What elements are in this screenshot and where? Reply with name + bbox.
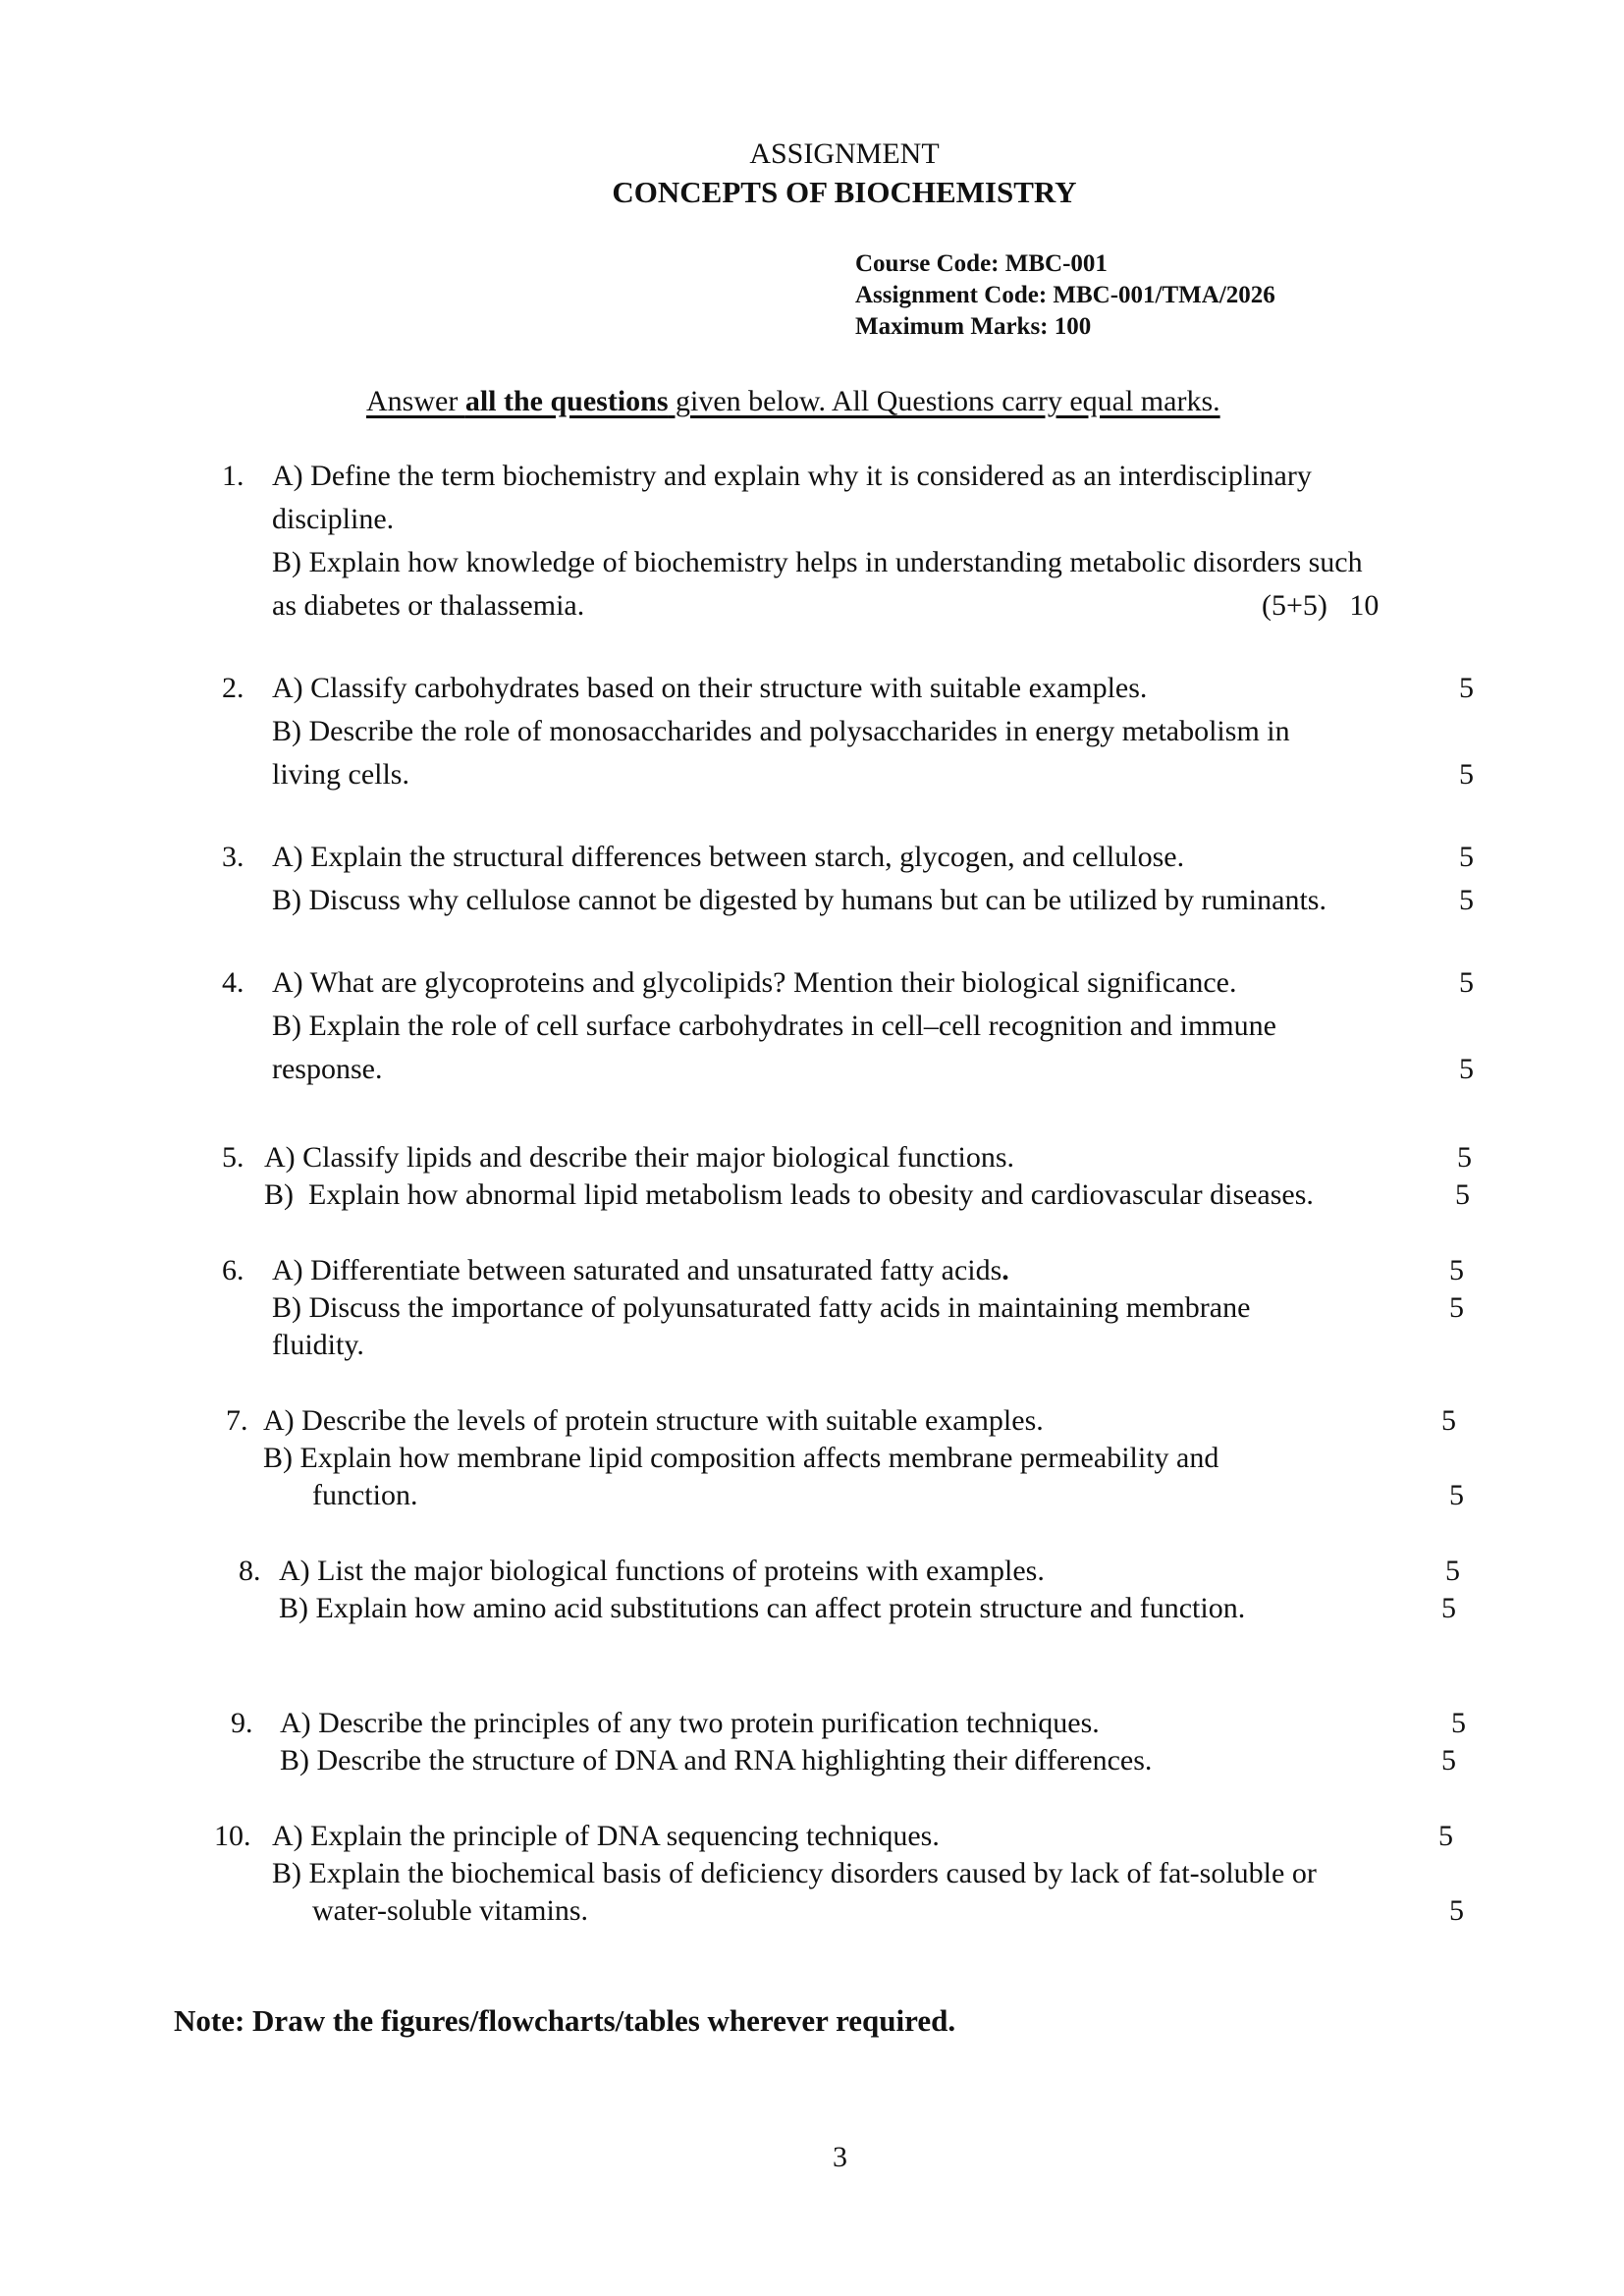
q2-part-a: A) Classify carbohydrates based on their structure with suitable examples. (272, 672, 1148, 704)
q2-part-b: B) Describe the role of monosaccharides and polysaccharides in energy metabolism in (272, 715, 1290, 747)
q6-part-a-text: A) Differentiate between saturated and unsaturated fatty acids (272, 1254, 1002, 1286)
q6-b-marks: 5 (1449, 1291, 1464, 1324)
q8-part-a: A) List the major biological functions of proteins with examples. (279, 1555, 1045, 1587)
q8-a-marks: 5 (1445, 1555, 1460, 1587)
q9-a-marks: 5 (1451, 1707, 1466, 1739)
q1-marks: (5+5) 10 (1262, 589, 1380, 622)
q7-a-marks: 5 (1441, 1404, 1456, 1437)
instruction-line (366, 385, 1220, 418)
q5-b-marks: 5 (1455, 1178, 1470, 1211)
q6-part-a (272, 1254, 1009, 1287)
q2-part-b-cont: living cells. (272, 758, 409, 791)
q9-part-b: B) Describe the structure of DNA and RNA highlighting their differences. (280, 1744, 1153, 1777)
q1-number: 1. (222, 460, 244, 492)
q1-part-a-cont: discipline. (272, 503, 395, 535)
q10-part-a: A) Explain the principle of DNA sequencing techniques. (272, 1820, 940, 1852)
q4-number: 4. (222, 966, 244, 999)
q5-a-marks: 5 (1457, 1141, 1472, 1174)
q4-a-marks: 5 (1459, 966, 1474, 999)
q3-number: 3. (222, 841, 244, 873)
q8-part-b: B) Explain how amino acid substitutions can affect protein structure and function. (279, 1592, 1246, 1624)
q3-b-marks: 5 (1459, 884, 1474, 916)
course-code: Course Code: MBC-001 (855, 250, 1108, 277)
q10-part-b-cont: water-soluble vitamins. (312, 1894, 589, 1927)
q4-part-b: B) Explain the role of cell surface carbohydrates in cell–cell recognition and immune (272, 1010, 1276, 1042)
maximum-marks: Maximum Marks: 100 (855, 313, 1092, 340)
q9-part-a: A) Describe the principles of any two protein purification techniques. (280, 1707, 1100, 1739)
assignment-label: ASSIGNMENT (749, 137, 940, 170)
q5-number: 5. (222, 1141, 244, 1174)
q8-b-marks: 5 (1441, 1592, 1456, 1624)
q10-b-marks: 5 (1449, 1894, 1464, 1927)
q1-part-a: A) Define the term biochemistry and explain why it is considered as an interdisciplinary (272, 460, 1312, 492)
q10-part-b: B) Explain the biochemical basis of deficiency disorders caused by lack of fat-soluble or (272, 1857, 1317, 1889)
q1-part-b-cont: as diabetes or thalassemia. (272, 589, 585, 622)
instruction-post: given below. All Questions carry equal marks. (668, 385, 1220, 417)
q9-b-marks: 5 (1441, 1744, 1456, 1777)
q6-part-b-cont: fluidity. (272, 1329, 364, 1361)
instruction-pre: Answer (366, 385, 465, 417)
q7-part-b: B) Explain how membrane lipid composition affects membrane permeability and (263, 1442, 1219, 1474)
q9-number: 9. (231, 1707, 253, 1739)
q7-b-marks: 5 (1449, 1479, 1464, 1511)
q4-part-b-cont: response. (272, 1053, 383, 1085)
course-title: CONCEPTS OF BIOCHEMISTRY (612, 175, 1077, 209)
q6-a-marks: 5 (1449, 1254, 1464, 1286)
q10-number: 10. (214, 1820, 251, 1852)
q4-part-a: A) What are glycoproteins and glycolipids? Mention their biological significance. (272, 966, 1237, 999)
page-number: 3 (833, 2141, 847, 2173)
q3-part-b: B) Discuss why cellulose cannot be digested by humans but can be utilized by ruminants. (272, 884, 1326, 916)
instruction-bold: all the questions (464, 385, 669, 417)
q10-a-marks: 5 (1438, 1820, 1453, 1852)
q6-part-a-dot: . (1001, 1254, 1009, 1286)
note: Note: Draw the figures/flowcharts/tables wherever required. (174, 2003, 956, 2038)
q8-number: 8. (239, 1555, 261, 1587)
q7-part-a: A) Describe the levels of protein structure with suitable examples. (263, 1404, 1044, 1437)
q2-number: 2. (222, 672, 244, 704)
q5-part-b: B) Explain how abnormal lipid metabolism leads to obesity and cardiovascular diseases. (264, 1178, 1314, 1211)
q2-a-marks: 5 (1459, 672, 1474, 704)
assignment-code: Assignment Code: MBC-001/TMA/2026 (855, 282, 1275, 308)
q3-a-marks: 5 (1459, 841, 1474, 873)
q7-number: 7. (226, 1404, 248, 1437)
q6-number: 6. (222, 1254, 244, 1286)
q5-part-a: A) Classify lipids and describe their major biological functions. (264, 1141, 1015, 1174)
q7-part-b-cont: function. (312, 1479, 418, 1511)
q2-b-marks: 5 (1459, 758, 1474, 791)
q6-part-b: B) Discuss the importance of polyunsaturated fatty acids in maintaining membrane (272, 1291, 1251, 1324)
q1-part-b: B) Explain how knowledge of biochemistry helps in understanding metabolic disorders such (272, 546, 1363, 578)
q3-part-a: A) Explain the structural differences between starch, glycogen, and cellulose. (272, 841, 1185, 873)
q4-b-marks: 5 (1459, 1053, 1474, 1085)
